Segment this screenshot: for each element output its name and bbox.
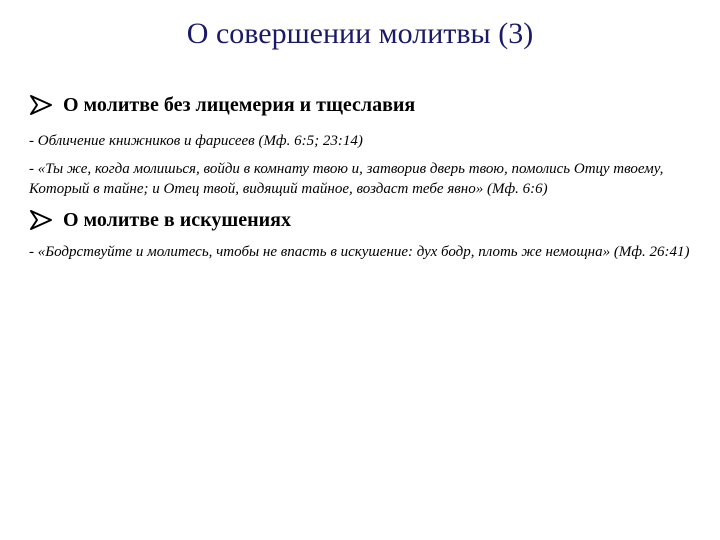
list-item: - «Ты же, когда молишься, войди в комнату твою и, затворив дверь твою, помолись Отцу твоему, Который в тайне; и Отец твой, видящий тайное, воздаст тебе явно» (Мф. 6:6) [29,161,664,197]
slide-title: О совершении молитвы (3) [186,17,534,50]
list-item: - «Бодрствуйте и молитесь, чтобы не впасть в искушение: дух бодр, плоть же немощна» (Мф. 26:41) [29,244,690,260]
section-heading-hypocrisy [29,92,691,118]
list-item: - Обличение книжников и фарисеев (Мф. 6:5; 23:14) [29,133,363,149]
arrowhead-bullet-icon [29,95,53,115]
section-heading-temptation [29,207,691,233]
slide-content [29,92,691,270]
section-heading-label: О молитве в искушениях [63,209,291,231]
arrowhead-bullet-icon [29,210,53,230]
section-heading-label: О молитве без лицемерия и тщеславия [63,94,416,116]
